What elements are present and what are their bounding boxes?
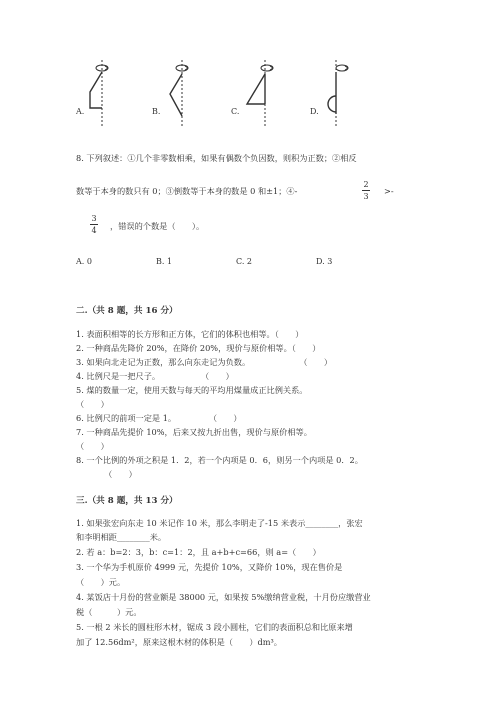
section2-line: 7. 一种商品先提价 10%，后来又按九折出售，现价与原价相等。 bbox=[76, 427, 312, 437]
q8-line3: ，错误的个数是（ ）。 bbox=[110, 221, 205, 231]
figure-label-c: C. bbox=[231, 107, 240, 116]
section3-title: 三.（共 8 题，共 13 分） bbox=[76, 496, 178, 506]
rotation-figure-c bbox=[231, 58, 291, 128]
q8-fraction-1-den: 3 bbox=[363, 192, 369, 201]
section2-line: 6. 比例尺的前项一定是 1。 （ ） bbox=[76, 413, 242, 423]
section3-line: 2. 若 a：b=2：3，b：c=1：2，且 a+b+c=66，则 a=（ ） bbox=[76, 547, 321, 557]
figure-a bbox=[76, 58, 136, 128]
section2-line: 8. 一个比例的外项之积是 1．2，若一个内项是 0．6，则另一个内项是 0．2。 bbox=[76, 455, 363, 465]
section2-line: 4. 比例尺是一把尺子。 （ ） bbox=[76, 371, 234, 381]
section3-line: 1. 如果张宏向东走 10 米记作 10 米，那么李明走了-15 米表示________，张宏 bbox=[76, 518, 363, 528]
q8-fraction-2-num: 3 bbox=[91, 214, 97, 223]
q8-option-d: D. 3 bbox=[316, 257, 333, 266]
section2-line: （ ） bbox=[76, 399, 109, 409]
figure-label-d: D. bbox=[310, 107, 319, 116]
q8-fraction-1 bbox=[362, 180, 370, 201]
section3-line: 税（ ）元。 bbox=[76, 607, 142, 617]
section2-line: 1. 表面积相等的长方形和正方体，它们的体积也相等。（ ） bbox=[76, 329, 304, 339]
figure-label-a: A. bbox=[76, 107, 85, 116]
section2-line: 2. 一种商品先降价 20%，在降价 20%，现价与原价相等。（ ） bbox=[76, 343, 321, 353]
section2-line: （ ） bbox=[100, 469, 137, 479]
q8-line1: 8. 下列叙述：①几个非零数相乘，如果有偶数个负因数，则积为正数；②相反 bbox=[76, 153, 357, 163]
figure-label-b: B. bbox=[152, 107, 161, 116]
q8-fraction-1-num: 2 bbox=[363, 180, 369, 189]
section3-line: （ ）元。 bbox=[76, 577, 126, 587]
section3-line: 4. 某饭店十月份的营业额是 38000 元，如果按 5%缴纳营业税，十月份应缴营业 bbox=[76, 592, 371, 602]
figure-c bbox=[231, 58, 291, 128]
q8-line2b: >- bbox=[384, 186, 394, 196]
section3-line: 3. 一个华为手机原价 4999 元，先提价 10%，又降价 10%，现在售价是 bbox=[76, 562, 343, 572]
figure-b bbox=[152, 58, 212, 128]
section2-line: （ ） bbox=[76, 441, 109, 451]
section2-line: 3. 如果向北走记为正数，那么向东走记为负数。 （ ） bbox=[76, 357, 333, 367]
q8-fraction-2-den: 4 bbox=[91, 226, 97, 235]
q8-option-b: B. 1 bbox=[156, 257, 173, 266]
rotation-figure-a bbox=[76, 58, 136, 128]
section2-line: 5. 煤的数量一定，使用天数与每天的平均用煤量成正比例关系。 bbox=[76, 385, 308, 395]
rotation-figure-b bbox=[152, 58, 212, 128]
figure-d bbox=[310, 58, 370, 128]
q8-option-a: A. 0 bbox=[76, 257, 92, 266]
section3-line: 加了 12.56dm²，原来这根木材的体积是（ ）dm³。 bbox=[76, 637, 282, 647]
section3-line: 和李明相距________米。 bbox=[76, 532, 167, 542]
rotation-figure-d bbox=[310, 58, 370, 128]
section3-line: 5. 一根 2 米长的圆柱形木材，锯成 3 段小圆柱，它们的表面积总和比原来增 bbox=[76, 622, 353, 632]
section2-title: 二.（共 8 题，共 16 分） bbox=[76, 306, 178, 316]
q8-line2a: 数等于本身的数只有 0；③倒数等于本身的数是 0 和±1；④- bbox=[76, 186, 298, 196]
q8-option-c: C. 2 bbox=[236, 257, 253, 266]
q8-fraction-2 bbox=[90, 214, 98, 235]
